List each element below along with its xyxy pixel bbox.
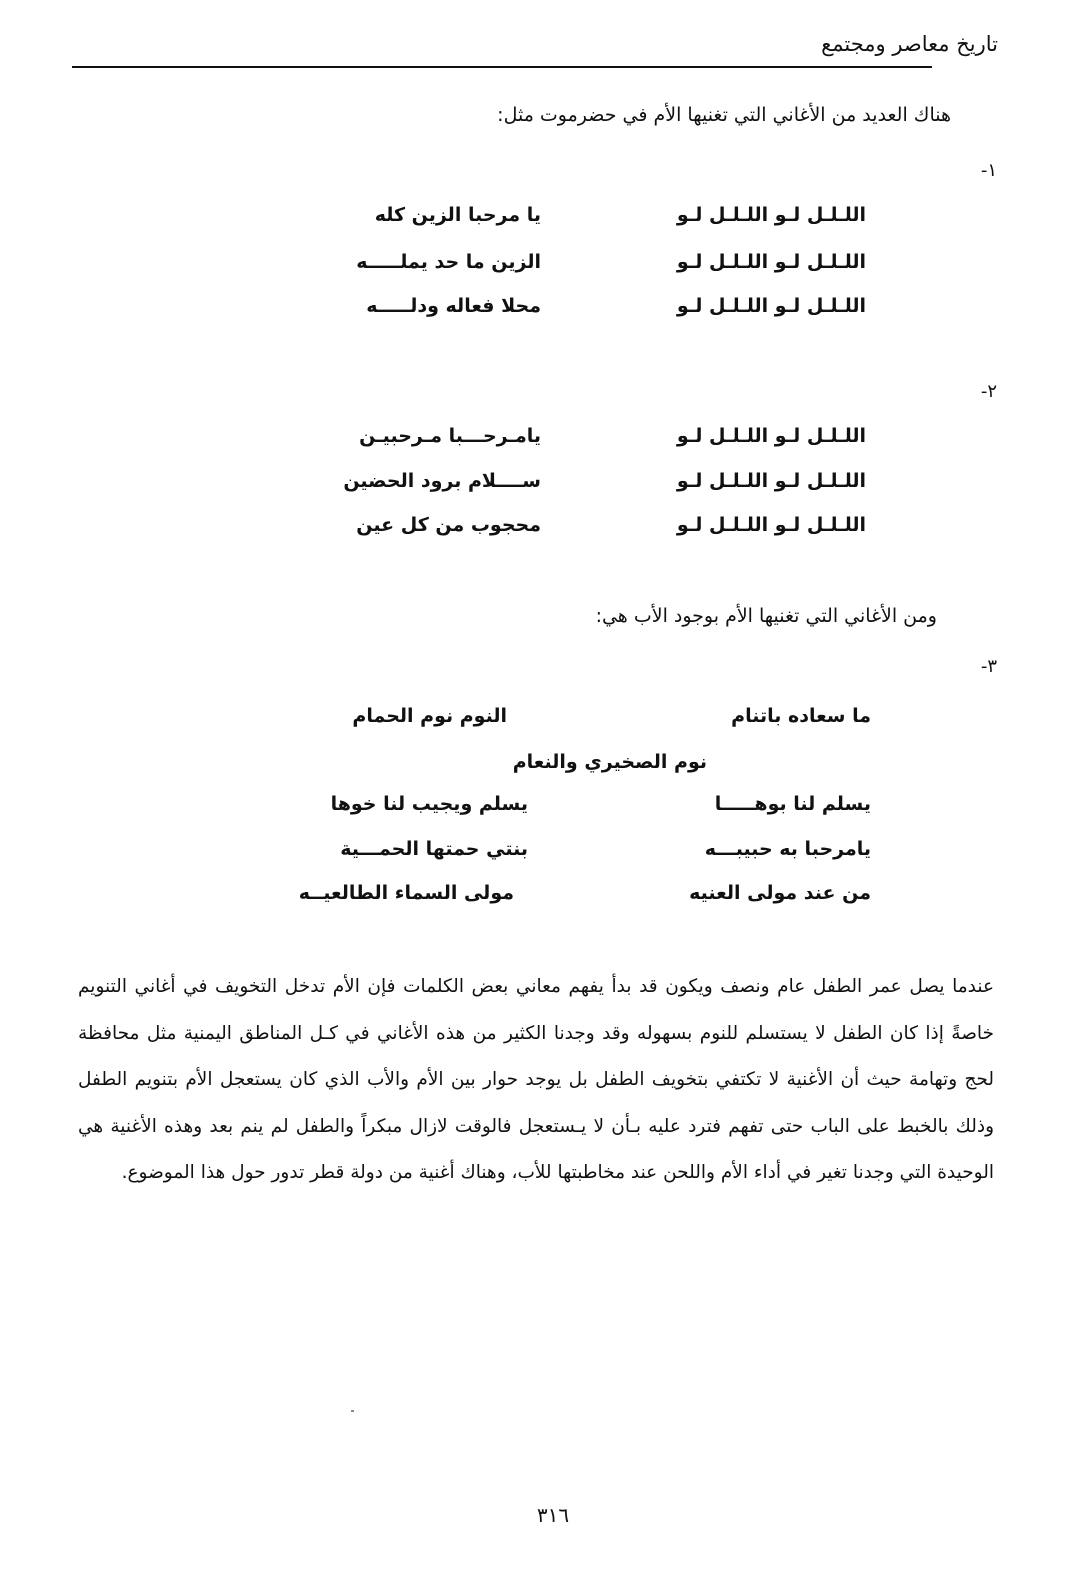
song-1-line-2-left: الزين ما حد يملـــــه: [356, 251, 541, 273]
song-3-line-3-right: يامرحبا به حبيبـــه: [704, 838, 871, 860]
song-2-line-2-left: ســــلام برود الحضين: [343, 470, 541, 492]
song-2-line-1-right: اللـلـل لـو اللـلـل لـو: [676, 425, 866, 447]
song-3-center-line: نوم الصخيري والنعام: [512, 751, 707, 773]
song-3-line-1-left: النوم نوم الحمام: [352, 705, 507, 727]
song-3-line-2-right: يسلم لنا بوهـــــا: [714, 793, 871, 815]
intro-text-2: ومن الأغاني التي تغنيها الأم بوجود الأب هي:: [595, 605, 937, 627]
header-rule: [72, 66, 932, 68]
song-1-line-1-right: اللـلـل لـو اللـلـل لـو: [676, 204, 866, 226]
song-3-line-4-right: من عند مولى العنيه: [689, 882, 871, 904]
song-1-line-2-right: اللـلـل لـو اللـلـل لـو: [676, 251, 866, 273]
song-1-line-3-left: محلا فعاله ودلـــــه: [366, 295, 541, 317]
song-3-line-3-left: بنتي حمتها الحمـــية: [340, 838, 528, 860]
song-3-line-1-right: ما سعاده باتنام: [731, 705, 871, 727]
page-number: ٣١٦: [536, 1503, 570, 1527]
song-1-number: ١-: [980, 160, 997, 181]
song-3-number: ٣-: [980, 656, 997, 677]
song-2-number: ٢-: [980, 381, 997, 402]
song-1-line-1-left: يا مرحبا الزين كله: [374, 204, 541, 226]
scan-mark: [351, 1410, 354, 1412]
song-1-line-3-right: اللـلـل لـو اللـلـل لـو: [676, 295, 866, 317]
song-2-line-3-left: محجوب من كل عين: [356, 514, 541, 536]
song-2-line-2-right: اللـلـل لـو اللـلـل لـو: [676, 470, 866, 492]
body-paragraph: عندما يصل عمر الطفل عام ونصف ويكون قد بدأ يفهم معاني بعض الكلمات فإن الأم تدخل التخويف في أغاني التنويم خاصةً إذا كان الطفل لا يستسلم للنوم بسهوله وقد وجدنا الكثير من هذه الأغاني في كـل المناطق اليمنية مثل محافظة لحج وتهامة حيث أن الأغنية لا تكتفي بتخويف الطفل بل يوجد حوار بين الأم والأب الذي كان يستعجل الأم بتنويم الطفل وذلك بالخبط على الباب حتى تفهم فترد عليه بـأن لا يـستعجل فالوقت لازال مبكراً والطفل لم ينم بعد وهذه الأغنية هي الوحيدة التي وجدنا تغير في أداء الأم واللحن عند مخاطبتها للأب، وهناك أغنية من دولة قطر تدور حول هذا الموضوع.: [78, 976, 994, 1183]
song-2-line-3-right: اللـلـل لـو اللـلـل لـو: [676, 514, 866, 536]
running-header-title: تاريخ معاصر ومجتمع: [821, 32, 998, 56]
song-2-line-1-left: يامـرحـــبا مـرحبيـن: [359, 425, 541, 447]
song-3-line-4-left: مولى السماء الطالعيــه: [298, 882, 514, 904]
song-3-line-2-left: يسلم ويجيب لنا خوها: [330, 793, 528, 815]
intro-text-1: هناك العديد من الأغاني التي تغنيها الأم في حضرموت مثل:: [497, 104, 951, 126]
